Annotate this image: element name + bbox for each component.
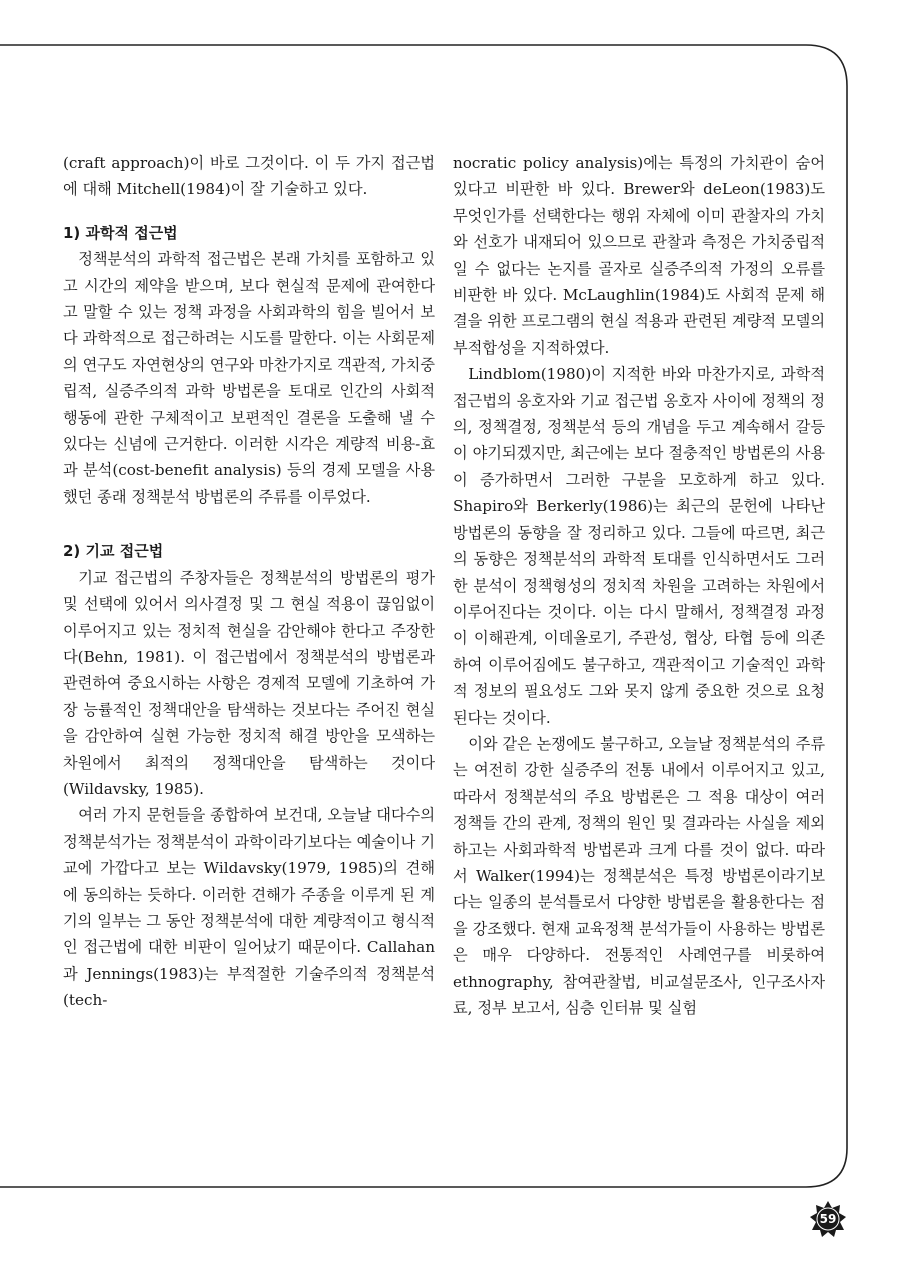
paragraph-continuation: nocratic policy analysis)에는 특정의 가치관이 숨어 있다고 비판한 바 있다. Brewer와 deLeon(1983)도 무엇인가를 선택한다는 행위 자체에 이미 관찰자의 가치와 선호가 내재되어 있으므로 관찰과 측정은 가치중립적일 수 없다는 논지를 골자로 실증주의적 가정의 오류를 비판한 바 있다. McLaughlin(1984)도 사회적 문제 해결을 위한 프로그램의 현실 적용과 관련된 계량적 모델의 부적합성을 지적하였다.: [453, 154, 825, 357]
page-number: 59: [819, 1212, 837, 1226]
right-column: [453, 150, 825, 1021]
paragraph-intro: (craft approach)이 바로 그것이다. 이 두 가지 접근법에 대해 Mitchell(1984)이 잘 기술하고 있다.: [63, 154, 435, 199]
paragraph-craft-approach-2: 여러 가지 문헌들을 종합하여 보건대, 오늘날 대다수의 정책분석가는 정책분석이 과학이라기보다는 예술이나 기교에 가깝다고 보는 Wildavsky(1979, 1985)의 견해에 동의하는 듯하다. 이러한 견해가 주종을 이루게 된 계기의 일부는 그 동안 정책분석에 대한 계량적이고 형식적인 접근법에 대한 비판이 일어났기 때문이다. Callahan과 Jennings(1983)는 부적절한 기술주의적 정책분석(tech-: [63, 806, 435, 1010]
paragraph-scientific-approach: 정책분석의 과학적 접근법은 본래 가치를 포함하고 있고 시간의 제약을 받으며, 보다 현실적 문제에 관여한다고 말할 수 있는 정책 과정을 사회과학의 힘을 빌어서 보다 과학적으로 접근하려는 시도를 말한다. 이는 사회문제의 연구도 자연현상의 연구와 마찬가지로 객관적, 가치중립적, 실증주의적 과학 방법론을 토대로 인간의 사회적 행동에 관한 구체적이고 보편적인 결론을 도출해 낼 수 있다는 신념에 근거한다. 이러한 시각은 계량적 비용-효과 분석(cost-benefit analysis) 등의 경제 모델을 사용했던 종래 정책분석 방법론의 주류를 이루었다.: [63, 250, 435, 506]
paragraph-despite-debate: 이와 같은 논쟁에도 불구하고, 오늘날 정책분석의 주류는 여전히 강한 실증주의 전통 내에서 이루어지고 있고, 따라서 정책분석의 주요 방법론은 그 적용 대상이 여러 정책들 간의 관계, 정책의 원인 및 결과라는 사실을 제외하고는 사회과학적 방법론과 크게 다를 것이 없다. 따라서 Walker(1994)는 정책분석은 특정 방법론이라기보다는 일종의 분석틀로서 다양한 방법론을 활용한다는 점을 강조했다. 현재 교육정책 분석가들이 사용하는 방법론은 매우 다양하다. 전통적인 사례연구를 비롯하여 ethnography, 참여관찰법, 비교설문조사, 인구조사자료, 정부 보고서, 심층 인터뷰 및 실험: [453, 734, 825, 1017]
heading-scientific-approach: 1) 과학적 접근법: [63, 223, 178, 242]
heading-craft-approach: 2) 기교 접근법: [63, 542, 164, 561]
bottom-border-rule: [0, 1148, 847, 1187]
left-column: [63, 150, 435, 1014]
paragraph-craft-approach-1: 기교 접근법의 주창자들은 정책분석의 방법론의 평가 및 선택에 있어서 의사결정 및 그 현실 적용이 끊임없이 이루어지고 있는 정치적 현실을 감안해야 한다고 주장한다(Behn, 1981). 이 접근법에서 정책분석의 방법론과 관련하여 중요시하는 사항은 경제적 모델에 기초하여 가장 능률적인 정책대안을 탐색하는 것보다는 주어진 현실을 감안하여 실현 가능한 정치적 해결 방안을 모색하는 차원에서 최적의 정책대안을 탐색하는 것이다(Wildavsky, 1985).: [63, 568, 435, 798]
paragraph-lindblom: Lindblom(1980)이 지적한 바와 마찬가지로, 과학적 접근법의 옹호자와 기교 접근법 옹호자 사이에 정책의 정의, 정책결정, 정책분석 등의 개념을 두고 계속해서 갈등이 야기되겠지만, 최근에는 보다 절충적인 방법론의 사용이 증가하면서 그러한 구분을 모호하게 하고 있다. Shapiro와 Berkerly(1986)는 최근의 문헌에 나타난 방법론의 동향을 잘 정리하고 있다. 그들에 따르면, 최근의 동향은 정책분석의 과학적 토대를 인식하면서도 그러한 분석이 정책형성의 정치적 차원을 고려하는 차원에서 이루어진다는 것이다. 이는 다시 말해서, 정책결정 과정이 이해관계, 이데올로기, 주관성, 협상, 타협 등에 의존하여 이루어짐에도 불구하고, 객관적이고 기술적인 과학적 정보의 필요성도 그와 못지 않게 중요한 것으로 요청된다는 것이다.: [453, 365, 825, 727]
